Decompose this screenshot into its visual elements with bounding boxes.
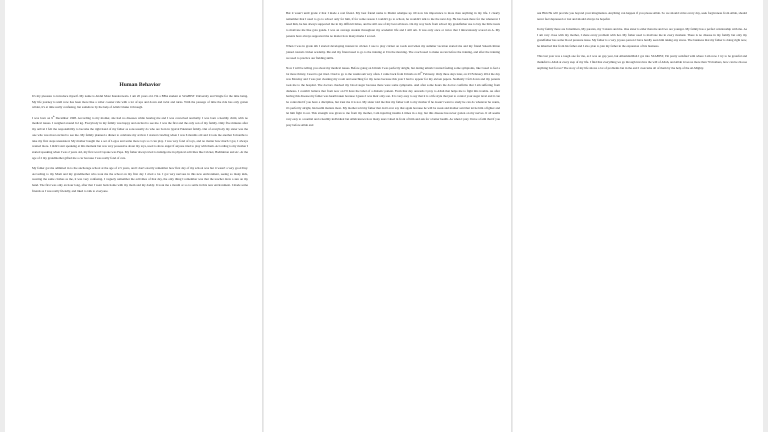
paragraph: This last year was a tough one for me, as I was on gap year, but Alhamdulillah I got into SZABIST, I'm pretty satisfied with where I am now. I try to be grateful and thankful to Allah at every step of my life. I find that everything we go through involves the will of Allah, and Allah loves us more than 70 mothers, how can he choose anything bad for us? The story of my life shows a lot of problems but in the end I overcame all of them by the help of the Al-Mighty. xyxy=(537,54,747,70)
paragraph: When I was in grade 4th I started developing interest in cricket. I use to play cricket on roads and when my summer vacation started me and my friend Saleem Imran joined custom cricket academy. Me and my friend used to go to the training at 9 in the morning. The coach used to make us run before the training, and after the training we used to practice our fielding skills. xyxy=(286,44,500,60)
document-title: Human Behavior xyxy=(119,82,161,88)
document-page-2[interactable] xyxy=(264,0,512,432)
document-page-1[interactable] xyxy=(5,0,263,432)
paragraph: My father got me admitted in to the anchorage school at the age of 2.5 years, and I don't exactly remember how first day of my school was but it wasn't a very good Day. According to my Mom and my grandmother who took me the school on my first day I cried a lot. I got very nervous in this new environment, seeing so many kids, wearing the same clothes as me, it was very confusing. I vaguely remember the activities of that day, the only thing I remember was that the teacher drew a sun on my hand. The first was only an hour long, after that I went back home with my mom and my daddy. It took me a month or so to settle in this new environment. I made some friends as I was really friendly, and liked to talk to everyone. xyxy=(32,165,248,193)
paragraph: ask Him He will provide you beyond your imagination. Anything can happen if you please Allah. So we should strive every day, seek forgiveness from Allah, should never feel depressed or lost and should always be hopeful. xyxy=(537,11,747,21)
paragraph: Now I will be telling you about my medical issues. Before going on Umrah I was perfectly alright, but during umrah I started feeling some symptoms, like I used to feel a lot more thirsty, I used to get tired. I had to go to the washroom very often. I came back from Umrah on 20th February. Only three days later, on 23 February 2014 the day was Monday and I was just cleaning my room and searching for my notes because this year I had to appear for my eleven papers. Suddenly I felt down and my parents took me to the hospital. The doctors checked my blood sugar because there were some symptoms. And after some hours the doctor confirms that I am suffering from diabetes. I couldn't believe that from now on I'll have the label of a diabetic patient. From that day onwards I pray to Allah that helps me to fight this trouble. As after having this disease my father was heartbroken because I guess I was their only son. It is very easy to say that it is a life style that just to control your sugar level and it can be controlled if you have a discipline, but trust me it is not. My sister told me that my father told to my mother if he doesn't want to study he can do whatever he wants, it's perfectly alright, his health matters most. My mother told my father that don't ever say that again because he will be weak and mother said that let he him a fighter and let him fight it out. This strength was given to me from my mother, I am injecting insulin 4 times in a day, but this disease has never gotten on my nerves. It all seems very easy to a normal and a healthy individual but Allah knows how many tears I shed in front of him and ask for a better health. As when I pray I have a faith that if you pray before Allah and xyxy=(286,65,500,127)
paragraph: It's my pleasure to introduce myself. My name is Abdul Moiz Kandorawala. I am 20 years old. I'm a BBA student at SZABIST University and Single for the time being. My life journey is until now has been more like a roller coaster ride with a lot of ups and down and twist and turns. With the passage of time the ride has only gotten wilder, it's at time really confusing, but somehow by the help of Allah I make it through. xyxy=(32,94,248,110)
paragraph: But it wasn't until grade 2 that I made a real friend. My best friend name is Madni adamjee up till now his importance is more than anything in my life. I clearly remember that I used to go to school only for him, if for some reason I couldn't go to school, he wouldn't talk to me the next day. He has been there for me whenever I need him, he has always supported me in my difficult times, and he still one of my best advisors. On my way back from school my grandfather use to buy me little treats to motivate me like gola ganda. I was an average student throughout my academic life and I still am. It was only once or twice that I miraculously scored an A. My parents have always supported me no matter how many marks I scored. xyxy=(286,11,500,38)
paragraph: In my family there are 6 members, My parents, my 3 sisters and me. One sister is elder than me and two are younger. My family has a perfect relationship with me. As I am very close with my mother, I share every problem with her. My father used to motivate me in every moment. There is no disease in my family but only my grandfather has some blood pressure issue. My father is a very joyous person I have hardly seen him taking any stress. The business that my father is doing right now, he inherited that from his father and I also plan to join my father in the expansion of his business. xyxy=(537,27,747,49)
paragraph: I was born on 9th December 1998. According to my mother, she had no diseases while bearing me and I was conceived normally. I was born a healthy child, with no medical issues. I weighed around 6.2 kg. Everybody in my family was happy and excited to see me. I was the first and the only son of my family. Only five minutes after my arrival I felt the responsibility to become the right hand of my father as sons usually do who are born in typical Pakistani family. Out of everybody my sister was the one who was most excited to see me. My family planned a dinner to celebrate my arrival. I started crawling when I was 6 months old and it took me another 6 months to take my first steps unassisted. My mother bought me a set of Legos and some more toys so I can play. I was very fond of toys, and no matter how much I got, I always wanted more. I didn't start speaking at this moment but was very possessive about my toys, used to show anger if anyone tried to play with them. According to my mother I started speaking when I was 2 years old, my first word I spoke was Papa. My father always tried to indulge me in physical activities like Cricket, Badminton and etc. At the age of 2 my grandmother gifted me a car because I was really fond of cars. xyxy=(32,115,248,160)
document-page-3[interactable] xyxy=(513,0,763,432)
